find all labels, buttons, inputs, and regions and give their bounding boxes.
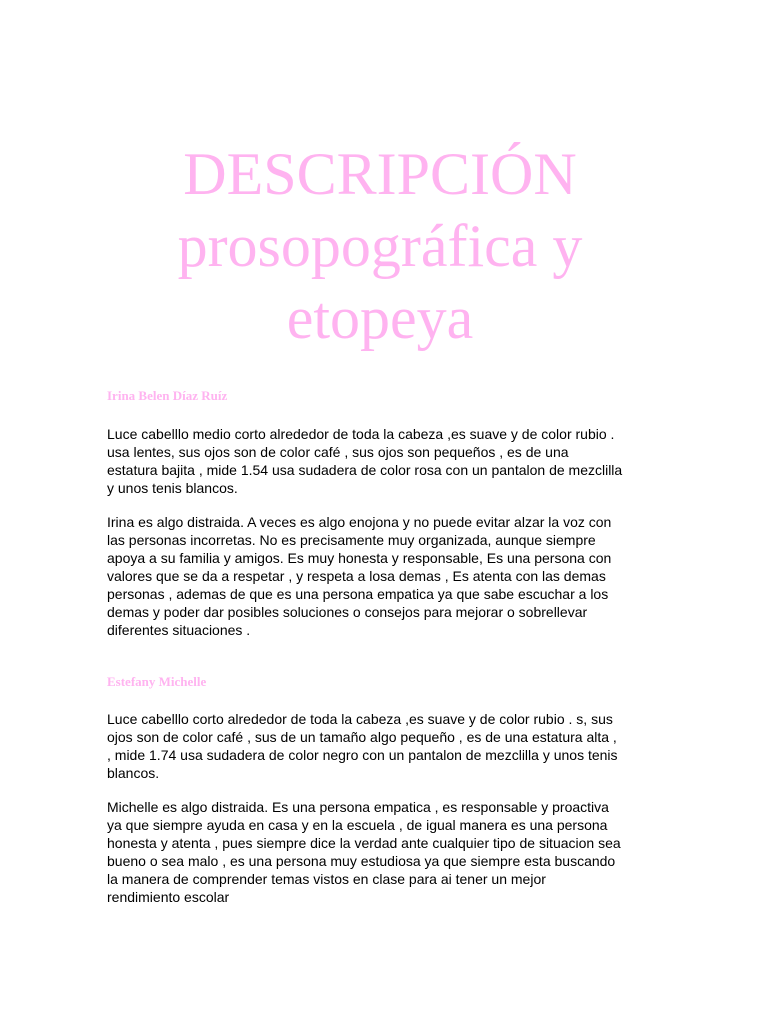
text-line: Irina es algo distraida. A veces es algo enojona y no puede evitar alzar la voz con	[107, 514, 612, 530]
text-line: estatura bajita , mide 1.54 usa sudadera de color rosa con un pantalon de mezclilla	[107, 462, 623, 478]
text-line: Luce cabelllo corto alrededor de toda la cabeza ,es suave y de color rubio . s, sus	[107, 711, 613, 727]
title-line: etopeya	[286, 285, 474, 351]
text-line: Luce cabelllo medio corto alrededor de toda la cabeza ,es suave y de color rubio .	[107, 426, 615, 442]
title-line: prosopográfica y	[177, 213, 583, 279]
text-line: valores que se da a respetar , y respeta a losa demas , Es atenta con las demas	[107, 568, 606, 584]
section-heading-estefany: Estefany Michelle	[107, 674, 207, 689]
paragraph-irina-character	[107, 513, 687, 639]
text-line: la manera de comprender temas vistos en clase para ai tener un mejor	[107, 871, 546, 887]
title-line: DESCRIPCIÓN	[183, 141, 577, 207]
document-title	[100, 138, 660, 354]
text-line: , mide 1.74 usa sudadera de color negro con un pantalon de mezclilla y unos tenis	[107, 747, 618, 763]
text-line: usa lentes, sus ojos son de color café , sus ojos son pequeños , es de una	[107, 444, 569, 460]
paragraph-estefany-character	[107, 798, 687, 906]
text-line: honesta y atenta , pues siempre dice la verdad ante cualquier tipo de situacion sea	[107, 835, 621, 851]
text-line: rendimiento escolar	[107, 889, 230, 905]
text-line: apoya a su familia y amigos. Es muy honesta y responsable, Es una persona con	[107, 550, 612, 566]
text-line: blancos.	[107, 765, 160, 781]
text-line: demas y poder dar posibles soluciones o consejos para mejorar o sobrellevar	[107, 604, 588, 620]
paragraph-estefany-physical	[107, 710, 687, 782]
text-line: ojos son de color café , sus de un tamaño algo pequeño , es de una estatura alta ,	[107, 729, 617, 745]
paragraph-irina-physical	[107, 425, 687, 497]
text-line: y unos tenis blancos.	[107, 480, 238, 496]
text-line: las personas incorretas. No es precisamente muy organizada, aunque siempre	[107, 532, 596, 548]
text-line: Michelle es algo distraida. Es una persona empatica , es responsable y proactiva	[107, 799, 609, 815]
text-line: diferentes situaciones .	[107, 622, 251, 638]
text-line: ya que siempre ayuda en casa y en la escuela , de igual manera es una persona	[107, 817, 608, 833]
text-line: bueno o sea malo , es una persona muy estudiosa ya que siempre esta buscando	[107, 853, 616, 869]
section-heading-irina: Irina Belen Díaz Ruíz	[107, 388, 228, 403]
text-line: personas , ademas de que es una persona empatica ya que sabe escuchar a los	[107, 586, 609, 602]
